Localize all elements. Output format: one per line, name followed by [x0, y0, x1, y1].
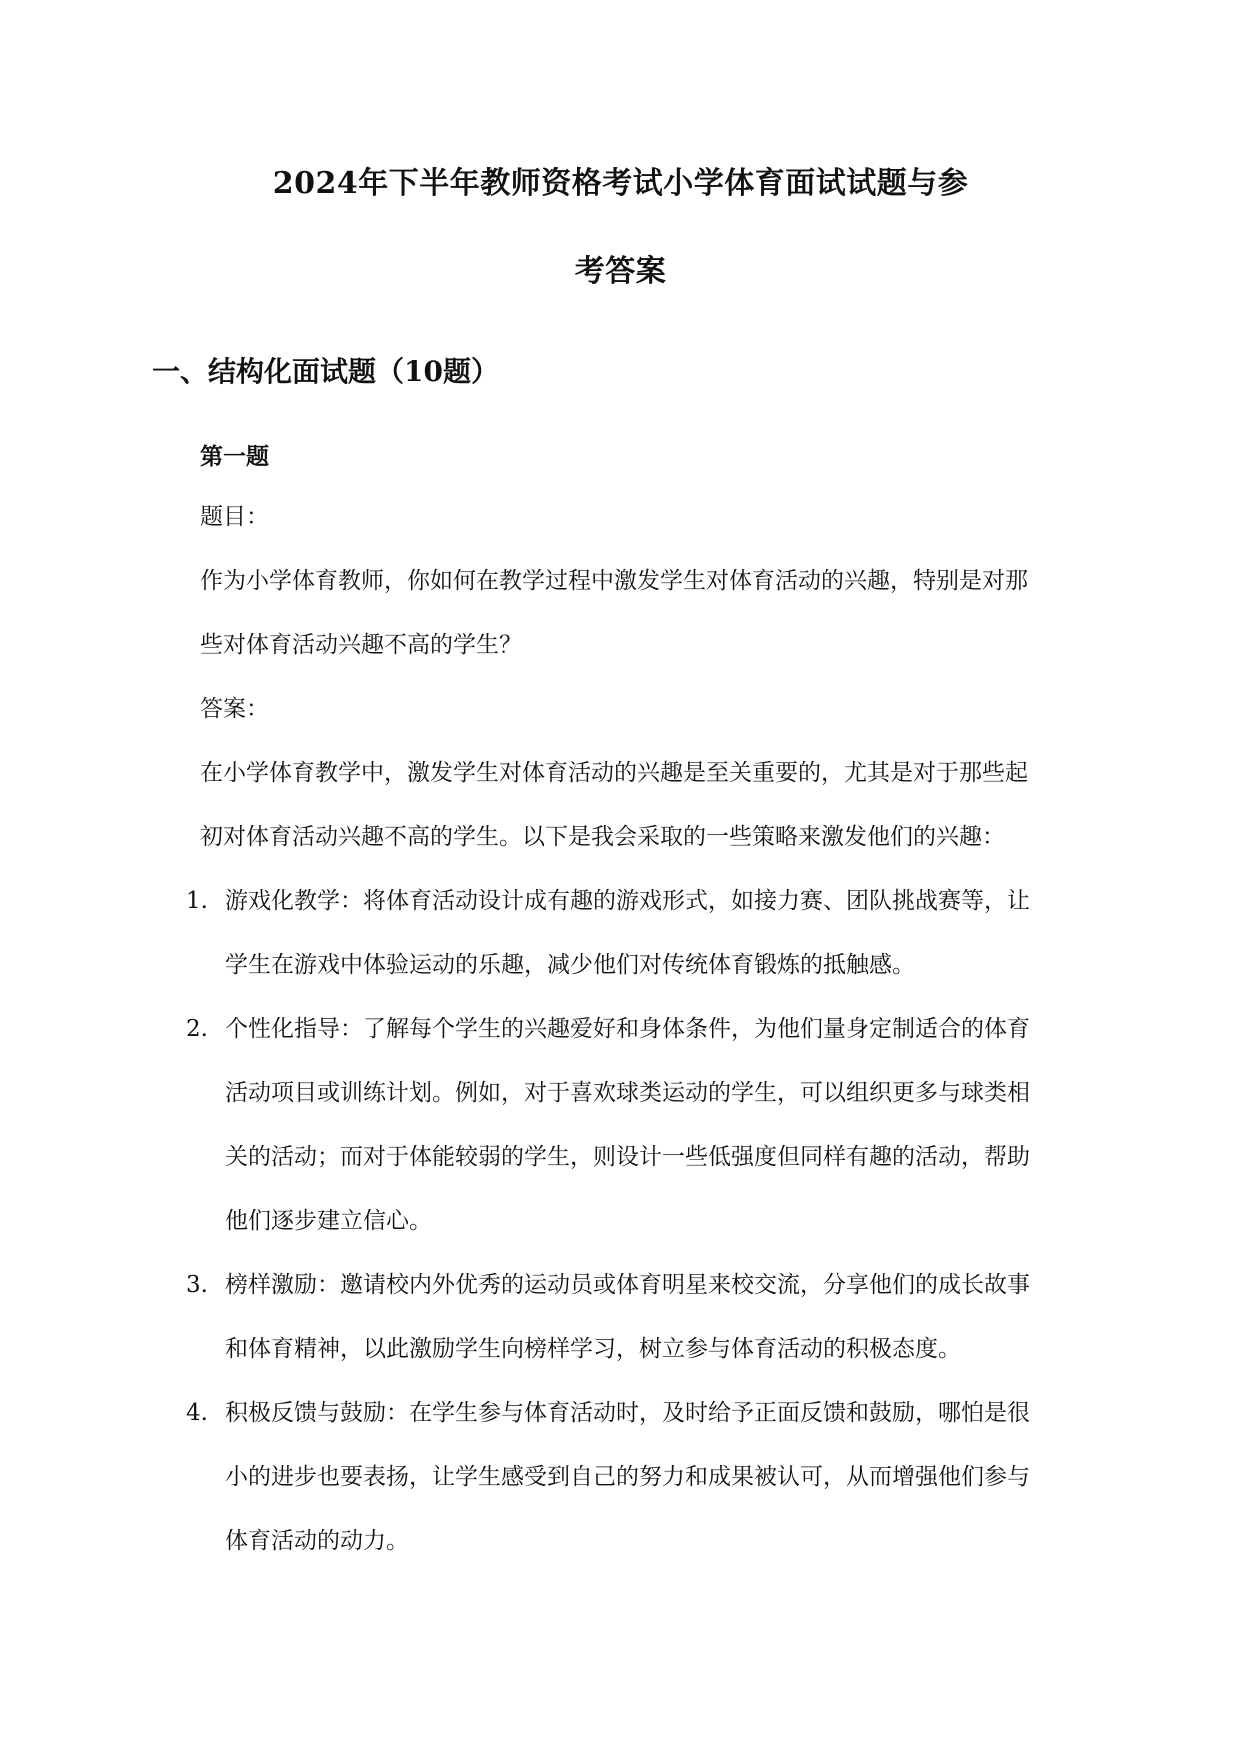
list-item-number: 2.: [186, 1016, 208, 1042]
list-item-line: 关的活动；而对于体能较弱的学生，则设计一些低强度但同样有趣的活动，帮助: [225, 1144, 1030, 1170]
list-item-line: 体育活动的动力。: [225, 1528, 409, 1554]
prompt-line: 作为小学体育教师，你如何在教学过程中激发学生对体育活动的兴趣，特别是对那: [200, 568, 1028, 594]
list-item-number: 1.: [186, 888, 208, 914]
list-item-line: 活动项目或训练计划。例如，对于喜欢球类运动的学生，可以组织更多与球类相: [225, 1080, 1030, 1106]
question-heading: 第一题: [200, 443, 269, 470]
list-item-number: 3.: [186, 1272, 208, 1298]
document-title-line-1: 2024年下半年教师资格考试小学体育面试试题与参: [272, 166, 969, 201]
answer-intro-line: 在小学体育教学中，激发学生对体育活动的兴趣是至关重要的，尤其是对于那些起: [200, 760, 1028, 786]
document-title-line-2: 考答案: [574, 254, 667, 289]
list-item-line: 小的进步也要表扬，让学生感受到自己的努力和成果被认可，从而增强他们参与: [225, 1464, 1030, 1490]
list-item-line: 他们逐步建立信心。: [225, 1208, 432, 1234]
list-item-line: 学生在游戏中体验运动的乐趣，减少他们对传统体育锻炼的抵触感。: [225, 952, 915, 978]
prompt-label: 题目：: [200, 504, 269, 530]
list-item-line: 个性化指导：了解每个学生的兴趣爱好和身体条件，为他们量身定制适合的体育: [225, 1016, 1030, 1042]
section-heading: 一、结构化面试题（10题）: [152, 355, 499, 388]
list-item-line: 榜样激励：邀请校内外优秀的运动员或体育明星来校交流，分享他们的成长故事: [225, 1272, 1030, 1298]
list-item-line: 游戏化教学：将体育活动设计成有趣的游戏形式，如接力赛、团队挑战赛等，让: [225, 888, 1030, 914]
answer-label: 答案：: [200, 696, 269, 722]
prompt-line: 些对体育活动兴趣不高的学生？: [200, 632, 522, 658]
answer-intro-line: 初对体育活动兴趣不高的学生。以下是我会采取的一些策略来激发他们的兴趣：: [200, 824, 1005, 850]
list-item-line: 积极反馈与鼓励：在学生参与体育活动时，及时给予正面反馈和鼓励，哪怕是很: [225, 1400, 1030, 1426]
list-item-line: 和体育精神，以此激励学生向榜样学习，树立参与体育活动的积极态度。: [225, 1336, 961, 1362]
list-item-number: 4.: [186, 1400, 208, 1426]
